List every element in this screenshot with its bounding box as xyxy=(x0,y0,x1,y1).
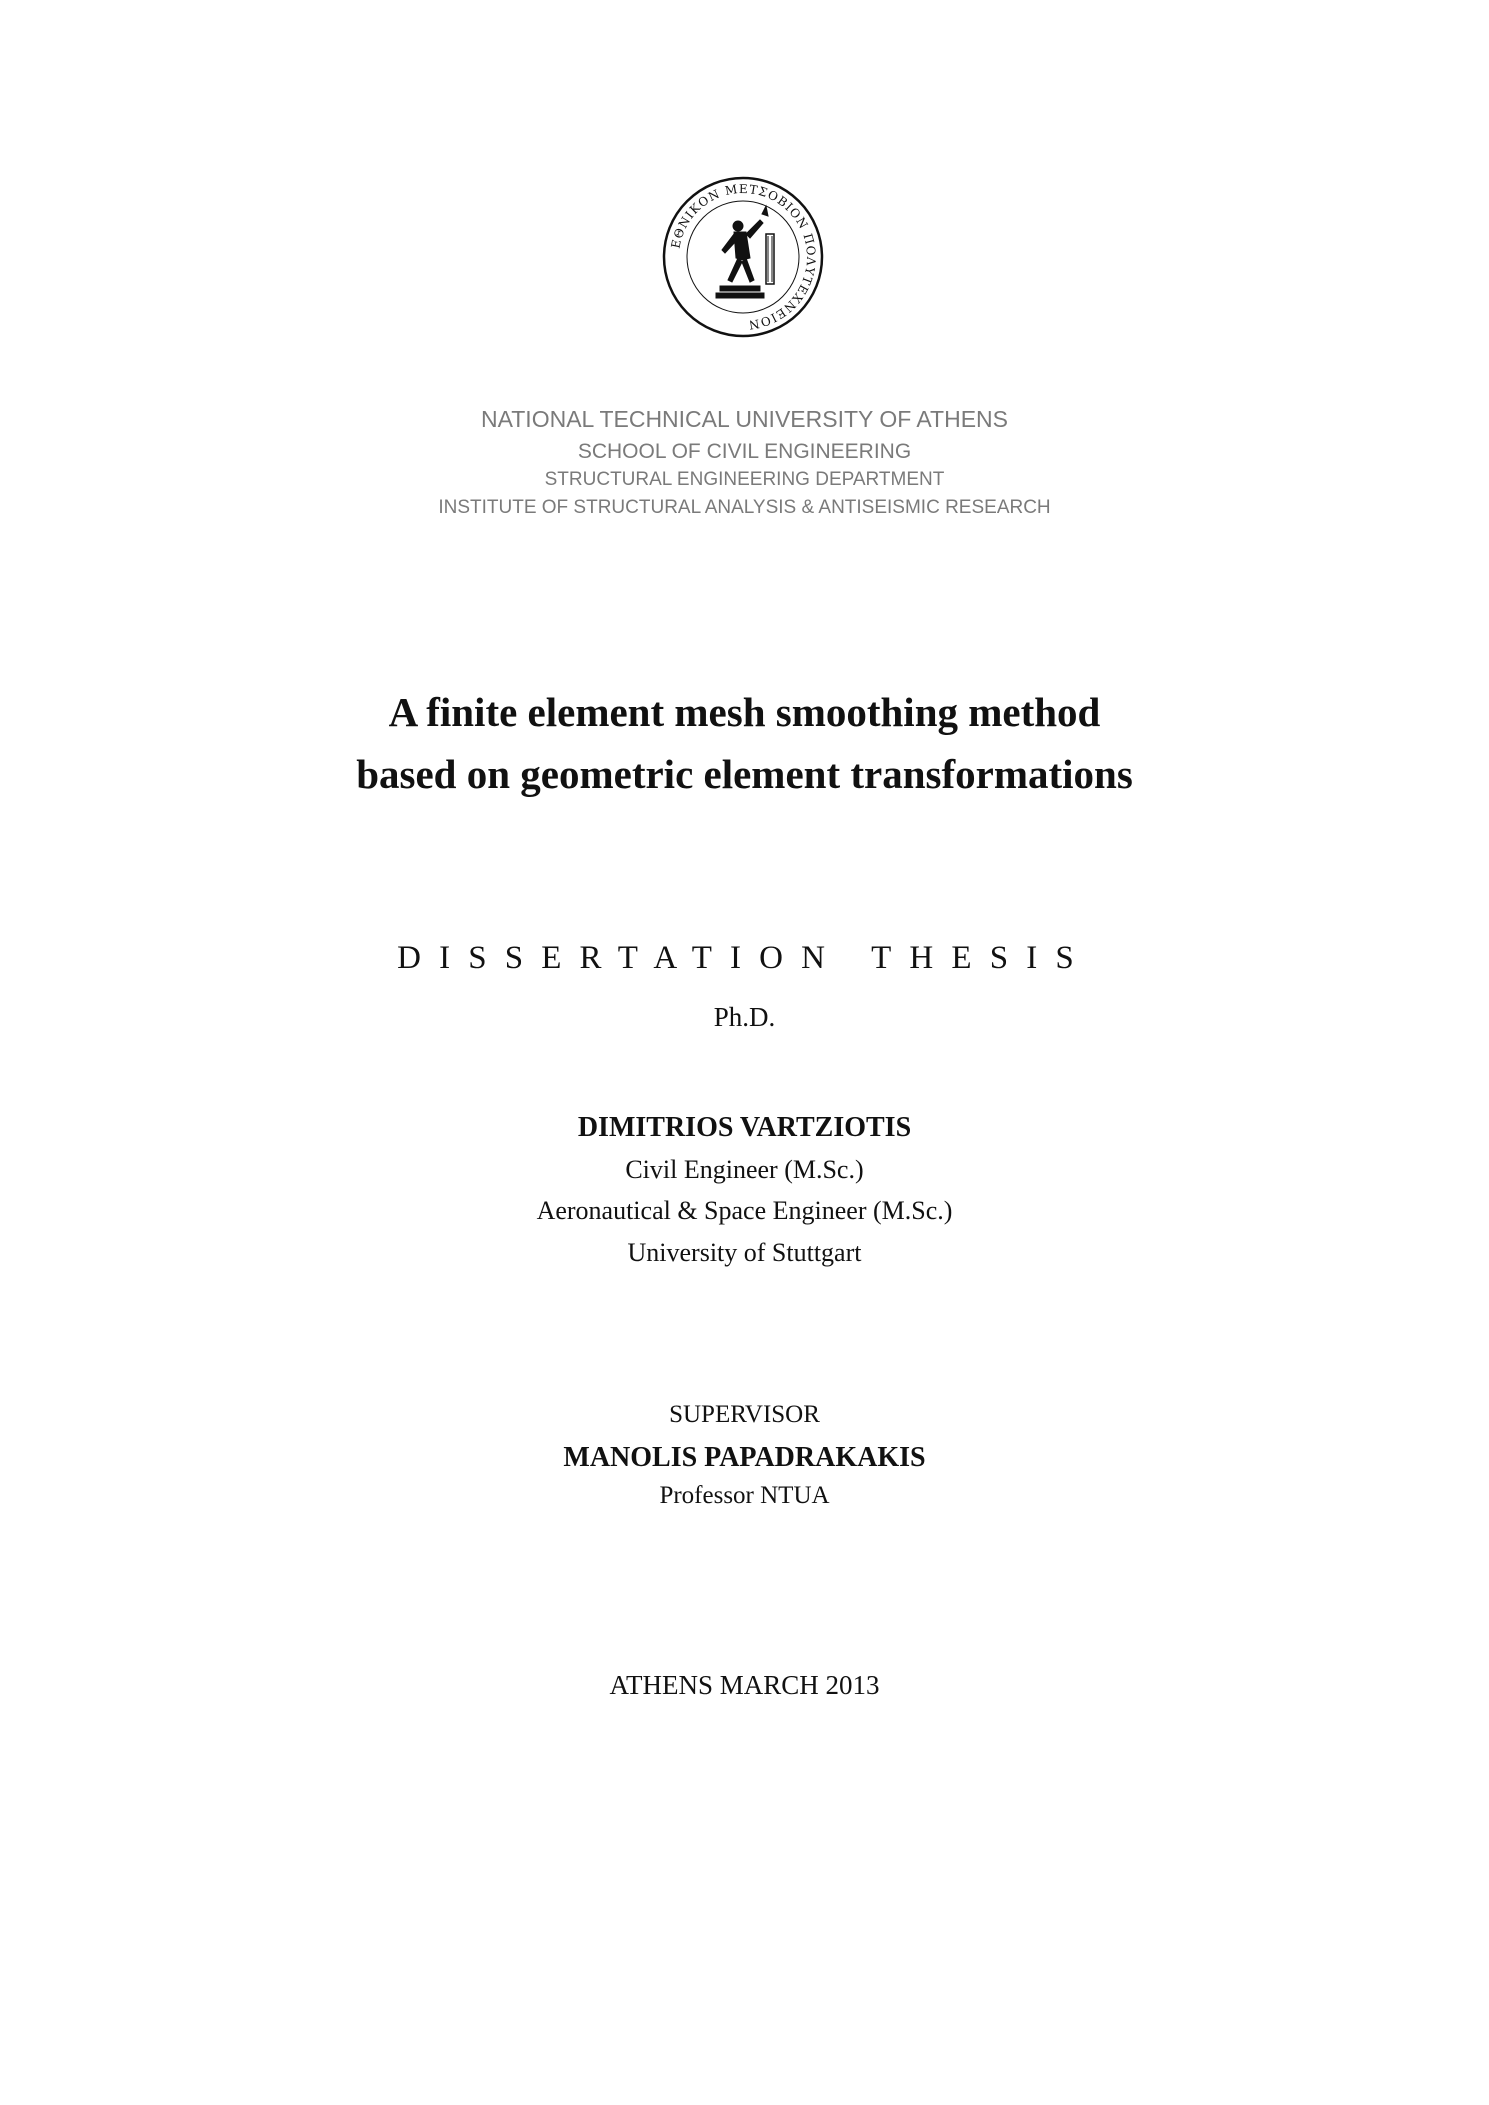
thesis-title-line-2: based on geometric element transformations xyxy=(356,751,1133,797)
document-type-word-2: THESIS xyxy=(871,940,1092,976)
svg-text:ΕΘΝΙΚΟΝ ΜΕΤΣΟΒΙΟΝ ΠΟΛΥΤΕΧΝΕΙΟΝ: ΕΘΝΙΚΟΝ ΜΕΤΣΟΒΙΟΝ ΠΟΛΥΤΕΧΝΕΙΟΝ xyxy=(668,181,819,332)
place-and-date: ATHENS MARCH 2013 xyxy=(609,1670,880,1700)
thesis-title-line-1: A finite element mesh smoothing method xyxy=(388,689,1101,735)
university-seal-icon xyxy=(662,176,824,338)
document-type-word-1: DISSERTATION xyxy=(397,940,844,976)
degree: Ph.D. xyxy=(713,1002,776,1032)
supervisor-title: Professor NTUA xyxy=(659,1482,830,1509)
university-name: NATIONAL TECHNICAL UNIVERSITY OF ATHENS xyxy=(481,406,1008,432)
author-name: DIMITRIOS VARTZIOTIS xyxy=(577,1112,912,1143)
author-qualification: Civil Engineer (M.Sc.) xyxy=(625,1155,864,1184)
school-name: SCHOOL OF CIVIL ENGINEERING xyxy=(577,440,912,463)
supervisor-label: SUPERVISOR xyxy=(669,1401,820,1428)
supervisor-name: MANOLIS PAPADRAKAKIS xyxy=(563,1442,926,1473)
institute-name: INSTITUTE OF STRUCTURAL ANALYSIS & ANTISEISMIC RESEARCH xyxy=(438,497,1051,518)
department-name: STRUCTURAL ENGINEERING DEPARTMENT xyxy=(544,469,945,490)
document-type xyxy=(0,940,1489,977)
author-qualification: University of Stuttgart xyxy=(627,1238,862,1267)
author-qualification: Aeronautical & Space Engineer (M.Sc.) xyxy=(536,1196,953,1225)
